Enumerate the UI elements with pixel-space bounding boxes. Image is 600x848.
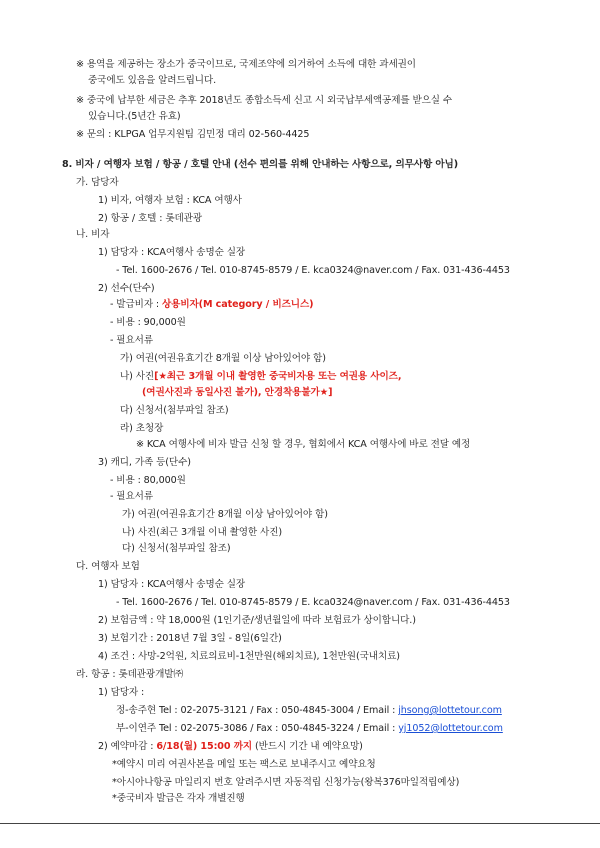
visa-player: 2) 선수(단수) (98, 283, 155, 294)
flight-deadline-label: 2) 예약마감 : (98, 741, 157, 752)
visa-heading: 나. 비자 (76, 229, 110, 240)
visa-caddie-cost: - 비용 : 80,000원 (110, 475, 186, 486)
footer-divider (0, 823, 600, 824)
flight-contact-secondary-email[interactable]: yj1052@lottetour.com (398, 723, 503, 734)
insurance-contact-details: - Tel. 1600-2676 / Tel. 010-8745-8579 / E. kca0324@naver.com / Fax. 031-436-4453 (116, 597, 510, 608)
flight-contact-primary (116, 704, 502, 717)
visa-player-docs: - 필요서류 (110, 335, 153, 346)
visa-type-value: 상용비자(M category / 비즈니스) (162, 299, 314, 310)
flight-deadline (98, 740, 363, 753)
note-inquiry: ※ 문의 : KLPGA 업무지원팀 김민정 대리 02-560-4425 (76, 129, 310, 140)
insurance-period: 3) 보험기간 : 2018년 7월 3일 - 8일(6일간) (98, 633, 282, 644)
flight-contact-secondary-info: 부-이연주 Tel : 02-2075-3086 / Fax : 050-4845-3224 / Email : (116, 723, 399, 734)
flight-deadline-note: (반드시 기간 내 예약요망) (252, 741, 363, 752)
visa-caddie-docs: - 필요서류 (110, 491, 153, 502)
flight-contact-secondary (116, 722, 503, 735)
visa-player-invitation: 라) 초청장 (120, 423, 164, 434)
visa-caddie-passport: 가) 여권(여권유효기간 8개월 이상 남아있어야 함) (122, 509, 328, 520)
flight-note-mileage: *아시아나항공 마일리지 번호 알려주시면 자동적립 신청가능(왕복376마일적립예상) (112, 777, 460, 788)
flight-heading: 라. 항공 : 롯데관광개발㈜ (76, 669, 183, 680)
visa-invitation-note: ※ KCA 여행사에 비자 발급 신청 할 경우, 협회에서 KCA 여행사에 바로 전달 예정 (136, 439, 471, 450)
flight-contact-primary-email[interactable]: jhsong@lottetour.com (398, 705, 502, 716)
visa-player-passport: 가) 여권(여권유효기간 8개월 이상 남아있어야 함) (120, 353, 326, 364)
section-8-title: 8. 비자 / 여행자 보험 / 항공 / 호텔 안내 (선수 편의를 위해 안내하는 사항으로, 의무사항 아님) (62, 159, 458, 170)
flight-contact: 1) 담당자 : (98, 687, 145, 698)
flight-note-visa: *중국비자 발급은 각자 개별진행 (112, 793, 245, 804)
flight-contact-primary-info: 정-송주현 Tel : 02-2075-3121 / Fax : 050-4845-3004 / Email : (116, 705, 399, 716)
contact-heading: 가. 담당자 (76, 177, 119, 188)
visa-player-photo-req: [★최근 3개월 이내 촬영한 중국비자용 또는 여권용 사이즈, (154, 371, 402, 382)
visa-player-photo-label: 나) 사진 (120, 371, 155, 382)
note-tax-2: ※ 중국에 납부한 세금은 추후 2018년도 종합소득세 신고 시 외국납부세액공제를 받으실 수 (76, 95, 453, 106)
visa-player-cost: - 비용 : 90,000원 (110, 317, 186, 328)
visa-player-photo (120, 370, 401, 383)
contact-visa-insurance: 1) 비자, 여행자 보험 : KCA 여행사 (98, 195, 242, 206)
flight-deadline-value: 6/18(월) 15:00 까지 (156, 741, 253, 752)
insurance-amount: 2) 보험금액 : 약 18,000원 (1인기준/생년월일에 따라 보험료가 상이합니다.) (98, 615, 416, 626)
note-tax-2-cont: 있습니다.(5년간 유효) (88, 111, 181, 122)
visa-contact-details: - Tel. 1600-2676 / Tel. 010-8745-8579 / E. kca0324@naver.com / Fax. 031-436-4453 (116, 265, 510, 276)
note-tax-1-cont: 중국에도 있음을 알려드립니다. (88, 75, 217, 86)
visa-player-photo-req-cont: (여권사진과 동일사진 불가), 안경착용불가★] (142, 387, 333, 398)
insurance-heading: 다. 여행자 보험 (76, 561, 140, 572)
insurance-conditions: 4) 조건 : 사망-2억원, 치료의료비-1천만원(해외치료), 1천만원(국내치료) (98, 651, 400, 662)
visa-caddie-photo: 나) 사진(최근 3개월 이내 촬영한 사진) (122, 527, 283, 538)
visa-player-application: 다) 신청서(첨부파일 참조) (120, 405, 229, 416)
visa-caddie-family: 3) 캐디, 가족 등(단수) (98, 457, 191, 468)
visa-type-label: - 발급비자 : (110, 299, 163, 310)
note-tax-1: ※ 용역을 제공하는 장소가 중국이므로, 국제조약에 의거하여 소득에 대한 과세권이 (76, 59, 416, 70)
flight-note-passport: *예약시 미리 여권사본을 메일 또는 팩스로 보내주시고 예약요청 (112, 759, 376, 770)
insurance-contact: 1) 담당자 : KCA여행사 송명순 실장 (98, 579, 246, 590)
visa-contact: 1) 담당자 : KCA여행사 송명순 실장 (98, 247, 246, 258)
contact-flight-hotel: 2) 항공 / 호텔 : 롯데관광 (98, 213, 202, 224)
visa-caddie-application: 다) 신청서(첨부파일 참조) (122, 543, 231, 554)
visa-type (110, 298, 313, 311)
